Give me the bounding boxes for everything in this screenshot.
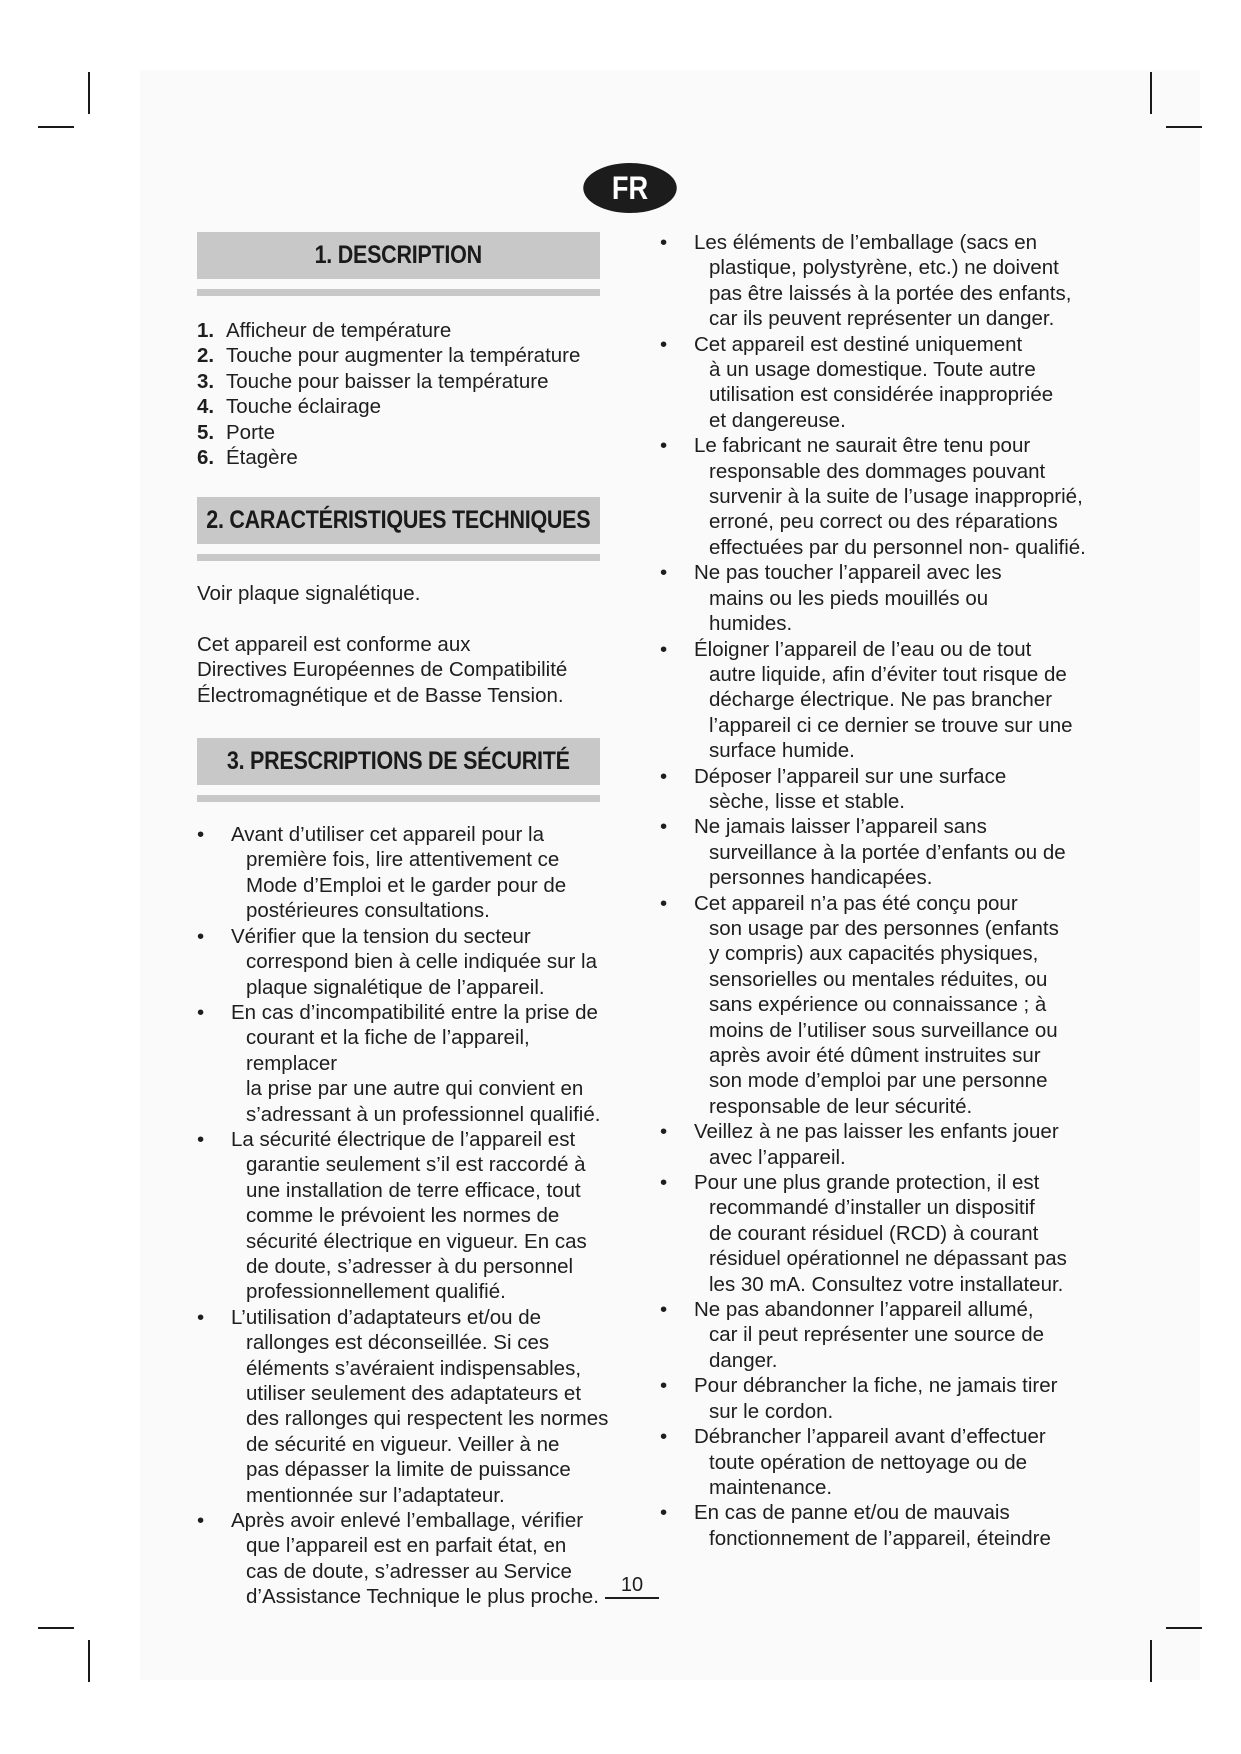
bullet-line: responsable de leur sécurité.	[709, 1094, 973, 1118]
bullet-line: humides.	[709, 612, 793, 636]
bullet-item	[660, 1500, 1090, 1551]
bullet-line: garantie seulement s’il est raccordé à	[246, 1153, 586, 1177]
section-title: 1. DESCRIPTION	[314, 240, 483, 269]
bullet-line: surface humide.	[709, 739, 855, 763]
bullet-line: • En cas de panne et/ou de mauvais	[694, 1501, 1010, 1525]
bullet-line: et dangereuse.	[709, 408, 846, 432]
section-heading-technical	[197, 497, 600, 544]
bullet-line: les 30 mA. Consultez votre installateur.	[709, 1272, 1064, 1296]
bullet-line: erroné, peu correct ou des réparations	[709, 510, 1058, 534]
bullet-line: maintenance.	[709, 1475, 833, 1499]
bullet-item	[660, 1297, 1090, 1373]
bullet-line: • Pour une plus grande protection, il est	[694, 1171, 1040, 1195]
language-badge: FR	[583, 163, 677, 213]
bullet-line: résiduel opérationnel ne dépassant pas	[709, 1247, 1067, 1271]
bullet-line: des rallonges qui respectent les normes	[246, 1407, 609, 1431]
crop-mark-bottom-left-h	[38, 1627, 74, 1629]
bullet-line: éléments s’avéraient indispensables,	[246, 1356, 582, 1380]
bullet-line: effectuées par du personnel non- qualifié.	[709, 535, 1086, 559]
bullet-line: • Déposer l’appareil sur une surface	[694, 764, 1007, 788]
bullet-line: • Après avoir enlevé l’emballage, vérifier	[231, 1509, 584, 1533]
bullet-item	[660, 1170, 1090, 1297]
bullet-line: • Ne jamais laisser l’appareil sans	[694, 815, 987, 839]
bullet-line: à un usage domestique. Toute autre	[709, 358, 1036, 382]
bullet-line: • Cet appareil est destiné uniquement	[694, 332, 1023, 356]
bullet-item	[660, 332, 1090, 434]
description-list	[197, 318, 622, 470]
bullet-line: • Veillez à ne pas laisser les enfants jouer	[694, 1120, 1059, 1144]
list-item	[197, 343, 622, 368]
bullet-item	[660, 560, 1090, 636]
bullet-line: avec l’appareil.	[709, 1145, 846, 1169]
bullet-line: Mode d’Emploi et le garder pour de	[246, 873, 567, 897]
safety-list-left	[197, 822, 622, 1610]
bullet-line: • Avant d’utiliser cet appareil pour la	[231, 823, 544, 847]
list-item	[197, 445, 622, 470]
item-number: 5.	[197, 420, 215, 444]
conformity-line: Électromagnétique et de Basse Tension.	[197, 683, 564, 707]
section-heading-description	[197, 232, 600, 279]
bullet-line: toute opération de nettoyage ou de	[709, 1450, 1028, 1474]
bullet-line: professionnellement qualifié.	[246, 1280, 506, 1304]
bullet-item	[660, 891, 1090, 1120]
bullet-line: première fois, lire attentivement ce	[246, 848, 560, 872]
crop-mark-top-left-h	[38, 126, 74, 128]
bullet-item	[197, 1508, 622, 1610]
section-heading-safety	[197, 738, 600, 785]
bullet-line: sèche, lisse et stable.	[709, 789, 905, 813]
bullet-line: son usage par des personnes (enfants	[709, 916, 1059, 940]
bullet-line: • Les éléments de l’emballage (sacs en	[694, 231, 1037, 254]
bullet-line: pas dépasser la limite de puissance	[246, 1458, 571, 1482]
bullet-line: plaque signalétique de l’appareil.	[246, 975, 545, 999]
bullet-line: moins de l’utiliser sous surveillance ou	[709, 1018, 1058, 1042]
bullet-item	[660, 814, 1090, 890]
bullet-line: l’appareil ci ce dernier se trouve sur une	[709, 713, 1073, 737]
bullet-line: de doute, s’adresser à du personnel	[246, 1254, 574, 1278]
list-item	[197, 318, 622, 343]
bullet-line: danger.	[709, 1348, 778, 1372]
bullet-line: comme le prévoient les normes de	[246, 1204, 560, 1228]
item-text: Afficheur de température	[226, 319, 452, 342]
bullet-line: responsable des dommages pouvant	[709, 459, 1046, 483]
bullet-line: la prise par une autre qui convient en	[246, 1077, 584, 1101]
bullet-line: que l’appareil est en parfait état, en	[246, 1534, 567, 1558]
bullet-item	[660, 433, 1090, 560]
bullet-item	[660, 637, 1090, 764]
bullet-line: utiliser seulement des adaptateurs et	[246, 1382, 582, 1405]
left-column	[197, 232, 622, 1610]
crop-mark-top-right-h	[1166, 126, 1202, 128]
bullet-line: recommandé d’installer un dispositif	[709, 1196, 1035, 1220]
bullet-item	[660, 764, 1090, 815]
bullet-line: car il peut représenter une source de	[709, 1323, 1045, 1347]
bullet-item	[660, 1373, 1090, 1424]
technical-note: Voir plaque signalétique.	[197, 582, 421, 606]
heading-rule	[197, 795, 600, 802]
crop-mark-top-right-v	[1150, 72, 1152, 114]
bullet-line: • Ne pas abandonner l’appareil allumé,	[694, 1298, 1034, 1322]
bullet-line: • Cet appareil n’a pas été conçu pour	[694, 891, 1018, 915]
bullet-line: son mode d’emploi par une personne	[709, 1069, 1048, 1093]
bullet-line: • Éloigner l’appareil de l’eau ou de tout	[694, 637, 1032, 661]
item-text: Touche pour augmenter la température	[226, 344, 581, 368]
bullet-item	[197, 924, 622, 1000]
bullet-line: • La sécurité électrique de l’appareil est	[231, 1127, 576, 1151]
conformity-line: Directives Européennes de Compatibilité	[197, 658, 568, 682]
safety-list-right	[660, 230, 1090, 1551]
bullet-line: de courant résiduel (RCD) à courant	[709, 1221, 1039, 1245]
list-item	[197, 420, 622, 445]
bullet-line: mentionnée sur l’adaptateur.	[246, 1483, 505, 1507]
bullet-line: personnes handicapées.	[709, 866, 933, 890]
bullet-line: plastique, polystyrène, etc.) ne doivent	[709, 256, 1059, 280]
bullet-line: sensorielles ou mentales réduites, ou	[709, 967, 1048, 991]
bullet-line: sécurité électrique en vigueur. En cas	[246, 1229, 587, 1253]
bullet-line: • Ne pas toucher l’appareil avec les	[694, 561, 1002, 585]
crop-mark-bottom-right-v	[1150, 1640, 1152, 1682]
bullet-line: de sécurité en vigueur. Veiller à ne	[246, 1432, 560, 1456]
section-title: 2. CARACTÉRISTIQUES TECHNIQUES	[206, 506, 591, 535]
bullet-line: pas être laissés à la portée des enfants,	[709, 281, 1072, 305]
list-item	[197, 369, 622, 394]
bullet-item	[197, 1000, 622, 1127]
list-item	[197, 394, 622, 419]
bullet-line: correspond bien à celle indiquée sur la	[246, 950, 598, 974]
bullet-line: surveillance à la portée d’enfants ou de	[709, 840, 1066, 864]
crop-mark-top-left-v	[88, 72, 90, 114]
bullet-line: car ils peuvent représenter un danger.	[709, 307, 1055, 331]
bullet-line: mains ou les pieds mouillés ou	[709, 586, 989, 610]
crop-mark-bottom-right-h	[1166, 1627, 1202, 1629]
bullet-line: • Vérifier que la tension du secteur	[231, 924, 531, 948]
item-text: Étagère	[226, 446, 298, 470]
bullet-line: autre liquide, afin d’éviter tout risque de	[709, 662, 1067, 686]
right-column	[660, 230, 1090, 1551]
bullet-line: • Le fabricant ne saurait être tenu pour	[694, 434, 1031, 458]
bullet-item	[660, 230, 1090, 332]
bullet-line: s’adressant à un professionnel qualifié.	[246, 1102, 601, 1126]
crop-mark-bottom-left-v	[88, 1640, 90, 1682]
bullet-line: une installation de terre efficace, tout	[246, 1178, 581, 1202]
bullet-line: après avoir été dûment instruites sur	[709, 1044, 1041, 1067]
item-text: Touche pour baisser la température	[226, 369, 549, 393]
bullet-line: d’Assistance Technique le plus proche.	[246, 1585, 599, 1609]
bullet-line: décharge électrique. Ne pas brancher	[709, 688, 1053, 712]
heading-rule	[197, 554, 600, 561]
item-number: 4.	[197, 395, 215, 419]
section-title: 3. PRESCRIPTIONS DE SÉCURITÉ	[227, 746, 570, 775]
bullet-item	[197, 822, 622, 924]
bullet-line: • L’utilisation d’adaptateurs et/ou de	[231, 1305, 542, 1329]
bullet-line: courant et la fiche de l’appareil, remplacer	[246, 1026, 530, 1075]
bullet-item	[197, 1127, 622, 1305]
item-text: Porte	[226, 420, 275, 444]
bullet-line: • Pour débrancher la fiche, ne jamais tirer	[694, 1374, 1058, 1398]
heading-rule	[197, 289, 600, 296]
bullet-line: cas de doute, s’adresser au Service	[246, 1559, 572, 1583]
bullet-line: rallonges est déconseillée. Si ces	[246, 1331, 550, 1355]
item-number: 6.	[197, 446, 215, 470]
bullet-item	[660, 1119, 1090, 1170]
bullet-line: • En cas d’incompatibilité entre la prise de	[231, 1000, 598, 1024]
bullet-line: postérieures consultations.	[246, 899, 490, 923]
bullet-line: fonctionnement de l’appareil, éteindre	[709, 1526, 1051, 1550]
item-number: 3.	[197, 369, 215, 393]
page-number: 10	[605, 1573, 659, 1599]
bullet-line: y compris) aux capacités physiques,	[709, 942, 1039, 966]
bullet-item	[197, 1305, 622, 1508]
item-number: 2.	[197, 344, 215, 368]
bullet-item	[660, 1424, 1090, 1500]
bullet-line: • Débrancher l’appareil avant d’effectuer	[694, 1425, 1046, 1449]
bullet-line: sans expérience ou connaissance ; à	[709, 993, 1047, 1017]
bullet-line: sur le cordon.	[709, 1399, 834, 1423]
conformity-line: Cet appareil est conforme aux	[197, 632, 471, 656]
bullet-line: utilisation est considérée inappropriée	[709, 383, 1054, 407]
item-number: 1.	[197, 319, 215, 342]
item-text: Touche éclairage	[226, 395, 381, 419]
bullet-line: survenir à la suite de l’usage inapproprié,	[709, 485, 1083, 509]
